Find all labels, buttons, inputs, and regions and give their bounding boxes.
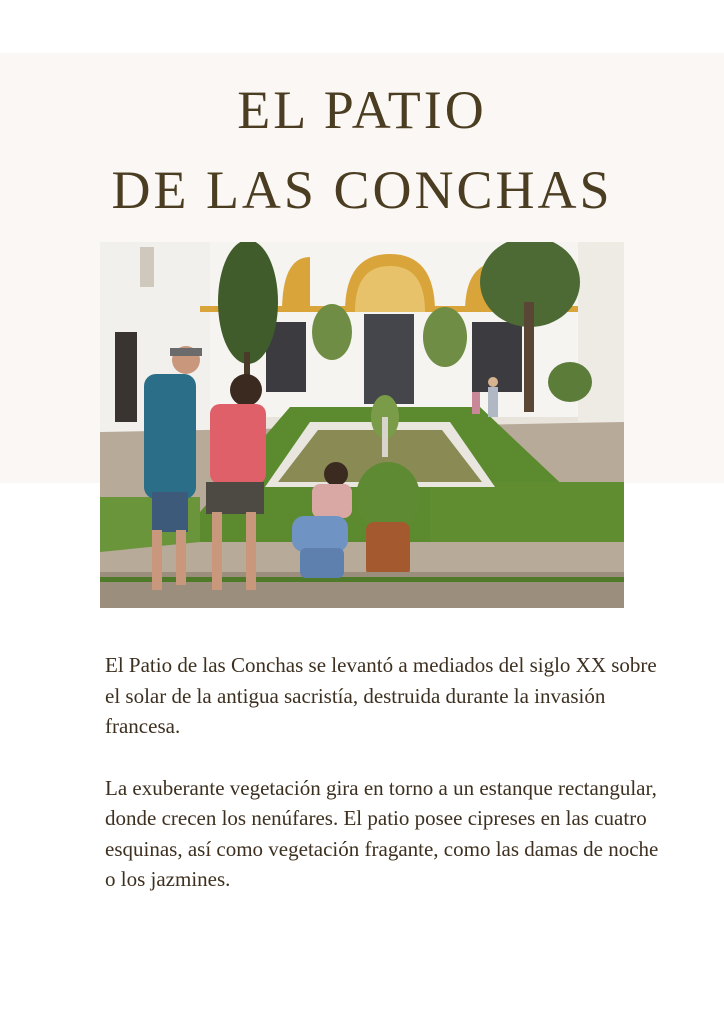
courtyard-illustration [100, 242, 624, 608]
paragraph-1: El Patio de las Conchas se levantó a mediados del siglo XX sobre el solar de la antigua sacristía, destruida durante la invasión francesa. [105, 653, 657, 738]
page-title [0, 70, 724, 230]
title-line-2: DE LAS CONCHAS [111, 160, 613, 220]
paragraph-2: La exuberante vegetación gira en torno a un estanque rectangular, donde crecen los nenúfares. El patio posee cipreses en las cuatro esquinas, así como vegetación fragante, como las damas de noche o los jazmines. [105, 775, 659, 891]
title-line-1: EL PATIO [237, 80, 487, 140]
courtyard-photo [100, 242, 624, 608]
body-text [105, 650, 665, 926]
